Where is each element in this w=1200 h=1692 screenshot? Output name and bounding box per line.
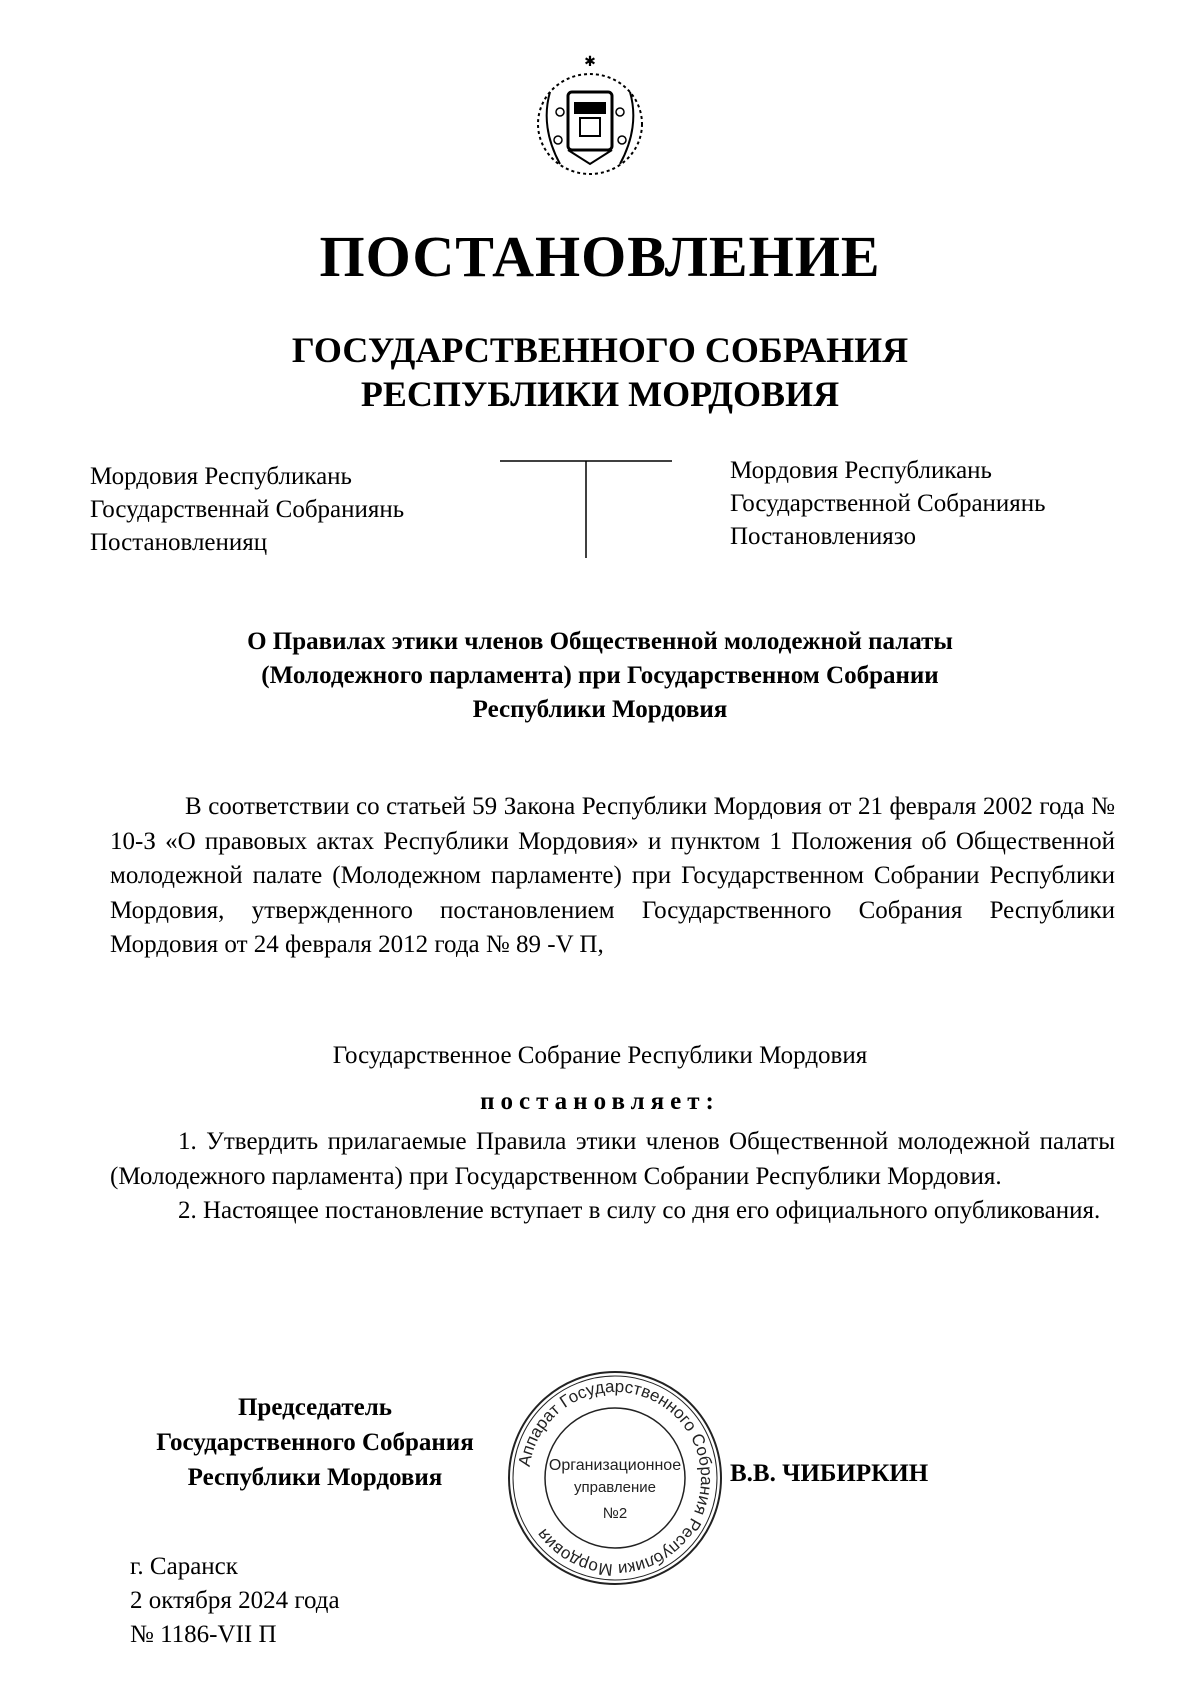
subject-line: Республики Мордовия xyxy=(472,696,728,723)
resolution-item-2: 2. Настоящее постановление вступает в силу со дня его официального опубликования. xyxy=(178,1197,1101,1224)
signer-title-line: Государственного Собрания xyxy=(156,1429,474,1456)
erzya-line: Постановлениязо xyxy=(730,523,917,550)
place-of-signing: г. Саранск xyxy=(130,1553,238,1580)
subject-line: (Молодежного парламента) при Государственном Собрании xyxy=(261,662,939,689)
signing-date: 2 октября 2024 года xyxy=(130,1587,340,1614)
document-subject xyxy=(100,625,1100,727)
place-date-number xyxy=(130,1550,340,1652)
resolves-heading: постановляет: xyxy=(480,1088,720,1115)
signer-name: В.В. ЧИБИРКИН xyxy=(730,1460,929,1487)
coat-of-arms-emblem xyxy=(520,52,660,182)
moksha-line: Государственнай Собраниянь xyxy=(90,496,405,523)
issuing-body-line2: РЕСПУБЛИКИ МОРДОВИЯ xyxy=(360,374,840,414)
stamp-center-line1: Организационное xyxy=(548,1457,682,1474)
preamble-paragraph xyxy=(110,790,1115,963)
moksha-line: Мордовия Республикань xyxy=(90,463,352,490)
issuing-body-line1: ГОСУДАРСТВЕННОГО СОБРАНИЯ xyxy=(291,330,909,370)
resolution-item-1: 1. Утвердить прилагаемые Правила этики членов Общественной молодежной палаты (Молодежного парламента) при Государственном Собрании Республики Мордовия. xyxy=(110,1128,1115,1190)
signer-title-line: Председатель xyxy=(237,1394,393,1421)
signer-title xyxy=(120,1390,510,1495)
erzya-title-block xyxy=(730,454,1046,553)
signer-title-line: Республики Мордовия xyxy=(187,1464,443,1491)
erzya-line: Государственной Собраниянь xyxy=(730,490,1046,517)
issuing-body xyxy=(0,328,1200,416)
preamble-text: В соответствии со статьей 59 Закона Республики Мордовия от 21 февраля 2002 года № 10-З «О правовых актах Республики Мордовия» и пунктом 1 Положения об Общественной молодежной палате (Молодежном парламенте) при Государственном Собрании Республики Мордовия, утвержденного постановлением Государственного Собрания Республики Мордовия от 24 февраля 2012 года № 89 -V П, xyxy=(110,793,1115,958)
resolution-items xyxy=(110,1125,1115,1229)
stamp-center-line2: управление xyxy=(573,1479,657,1496)
moksha-title-block xyxy=(90,460,404,559)
document-title: ПОСТАНОВЛЕНИЕ xyxy=(319,224,881,289)
header-divider xyxy=(500,460,672,560)
subject-line: О Правилах этики членов Общественной молодежной палаты xyxy=(247,628,953,655)
document-number: № 1186-VII П xyxy=(130,1621,277,1648)
stamp-center-line3: №2 xyxy=(602,1505,628,1522)
official-stamp xyxy=(505,1368,725,1588)
stamp-ring-text: Аппарат Государственного Собрания Республики Мордовия xyxy=(514,1376,717,1580)
assembly-name: Государственное Собрание Республики Мордовия xyxy=(332,1042,868,1069)
svg-text:✱: ✱ xyxy=(584,55,596,70)
erzya-line: Мордовия Республикань xyxy=(730,457,992,484)
moksha-line: Постановленияц xyxy=(90,529,268,556)
